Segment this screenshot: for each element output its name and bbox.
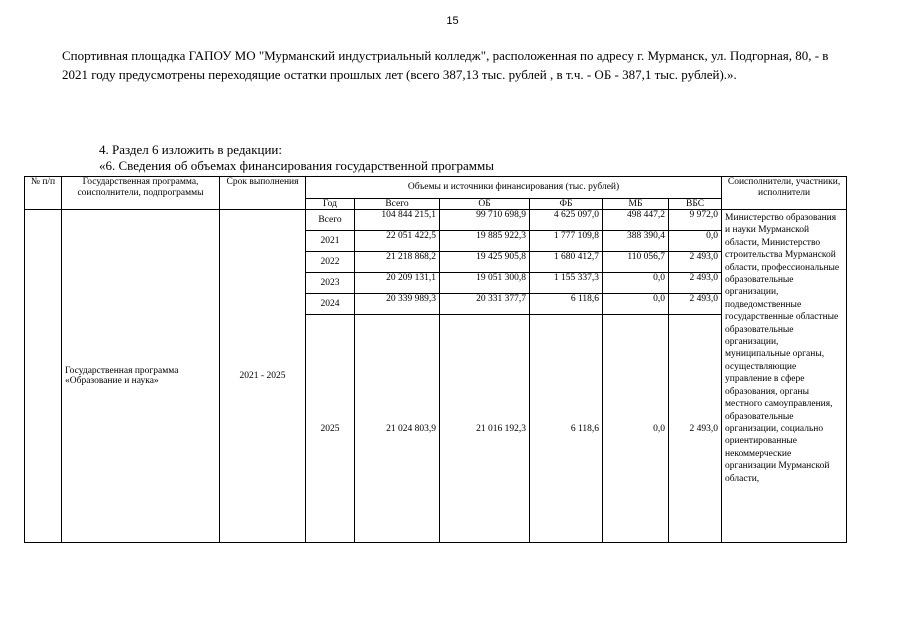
- total-cell: 20 209 131,1: [355, 273, 440, 294]
- mb-cell: 0,0: [603, 294, 669, 315]
- header-num: № п/п: [25, 177, 62, 210]
- year-cell: 2025: [306, 315, 355, 543]
- ob-cell: 19 425 905,8: [440, 252, 530, 273]
- vbs-cell: 2 493,0: [669, 294, 722, 315]
- fb-cell: 6 118,6: [530, 315, 603, 543]
- header-coexecutors: Соисполнители, участники, исполнители: [722, 177, 847, 210]
- vbs-cell: 2 493,0: [669, 315, 722, 543]
- vbs-cell: 2 493,0: [669, 273, 722, 294]
- section-heading: «6. Сведения об объемах финансирования государственной программы: [99, 158, 494, 173]
- header-term: Срок выполнения: [220, 177, 306, 210]
- row-num-cell: [25, 210, 62, 543]
- total-cell: 20 339 989,3: [355, 294, 440, 315]
- year-cell: 2022: [306, 252, 355, 273]
- coexecutors-cell: Министерство образования и науки Мурманской области, Министерство строительства Мурманской области, профессиональные образовательные организации, подведомственные государственные областные образовательные организации, муниципальные органы, осуществляющие управление в сфере образования, органы местного самоуправления, образовательные организации, социально ориентированные некоммерческие организации Мурманской области,: [722, 210, 847, 543]
- header-total: Всего: [355, 199, 440, 210]
- header-ob: ОБ: [440, 199, 530, 210]
- year-cell: 2023: [306, 273, 355, 294]
- fb-cell: 1 155 337,3: [530, 273, 603, 294]
- total-cell: 21 218 868,2: [355, 252, 440, 273]
- vbs-cell: 9 972,0: [669, 210, 722, 231]
- page-number: 15: [446, 15, 459, 27]
- vbs-cell: 0,0: [669, 231, 722, 252]
- header-program: Государственная программа, соисполнители, подпрограммы: [62, 177, 220, 210]
- ob-cell: 99 710 698,9: [440, 210, 530, 231]
- term-cell: 2021 - 2025: [220, 210, 306, 543]
- ob-cell: 20 331 377,7: [440, 294, 530, 315]
- table-row: [25, 210, 847, 231]
- ob-cell: 19 885 922,3: [440, 231, 530, 252]
- mb-cell: 0,0: [603, 273, 669, 294]
- ob-cell: 19 051 300,8: [440, 273, 530, 294]
- year-cell: Всего: [306, 210, 355, 231]
- total-cell: 22 051 422,5: [355, 231, 440, 252]
- fb-cell: 6 118,6: [530, 294, 603, 315]
- paragraph-text: Спортивная площадка ГАПОУ МО "Мурманский индустриальный колледж", расположенная по адресу г. Мурманск, ул. Подгорная, 80, - в 2021 году предусмотрены переходящие остатки прошлых лет (всего 387,13 тыс. рублей , в т.ч. - ОБ - 387,1 тыс. рублей).».: [62, 48, 829, 82]
- fb-cell: 4 625 097,0: [530, 210, 603, 231]
- mb-cell: 110 056,7: [603, 252, 669, 273]
- header-mb: МБ: [603, 199, 669, 210]
- mb-cell: 388 390,4: [603, 231, 669, 252]
- list-item-4: 4. Раздел 6 изложить в редакции:: [99, 142, 282, 157]
- mb-cell: 0,0: [603, 315, 669, 543]
- fb-cell: 1 680 412,7: [530, 252, 603, 273]
- total-cell: 21 024 803,9: [355, 315, 440, 543]
- vbs-cell: 2 493,0: [669, 252, 722, 273]
- financing-table: [24, 176, 847, 543]
- header-year: Год: [306, 199, 355, 210]
- year-cell: 2021: [306, 231, 355, 252]
- fb-cell: 1 777 109,8: [530, 231, 603, 252]
- header-vbs: ВБС: [669, 199, 722, 210]
- ob-cell: 21 016 192,3: [440, 315, 530, 543]
- header-funding: Объемы и источники финансирования (тыс. рублей): [306, 177, 722, 199]
- header-fb: ФБ: [530, 199, 603, 210]
- year-cell: 2024: [306, 294, 355, 315]
- program-name-cell: Государственная программа «Образование и наука»: [62, 210, 220, 543]
- mb-cell: 498 447,2: [603, 210, 669, 231]
- total-cell: 104 844 215,1: [355, 210, 440, 231]
